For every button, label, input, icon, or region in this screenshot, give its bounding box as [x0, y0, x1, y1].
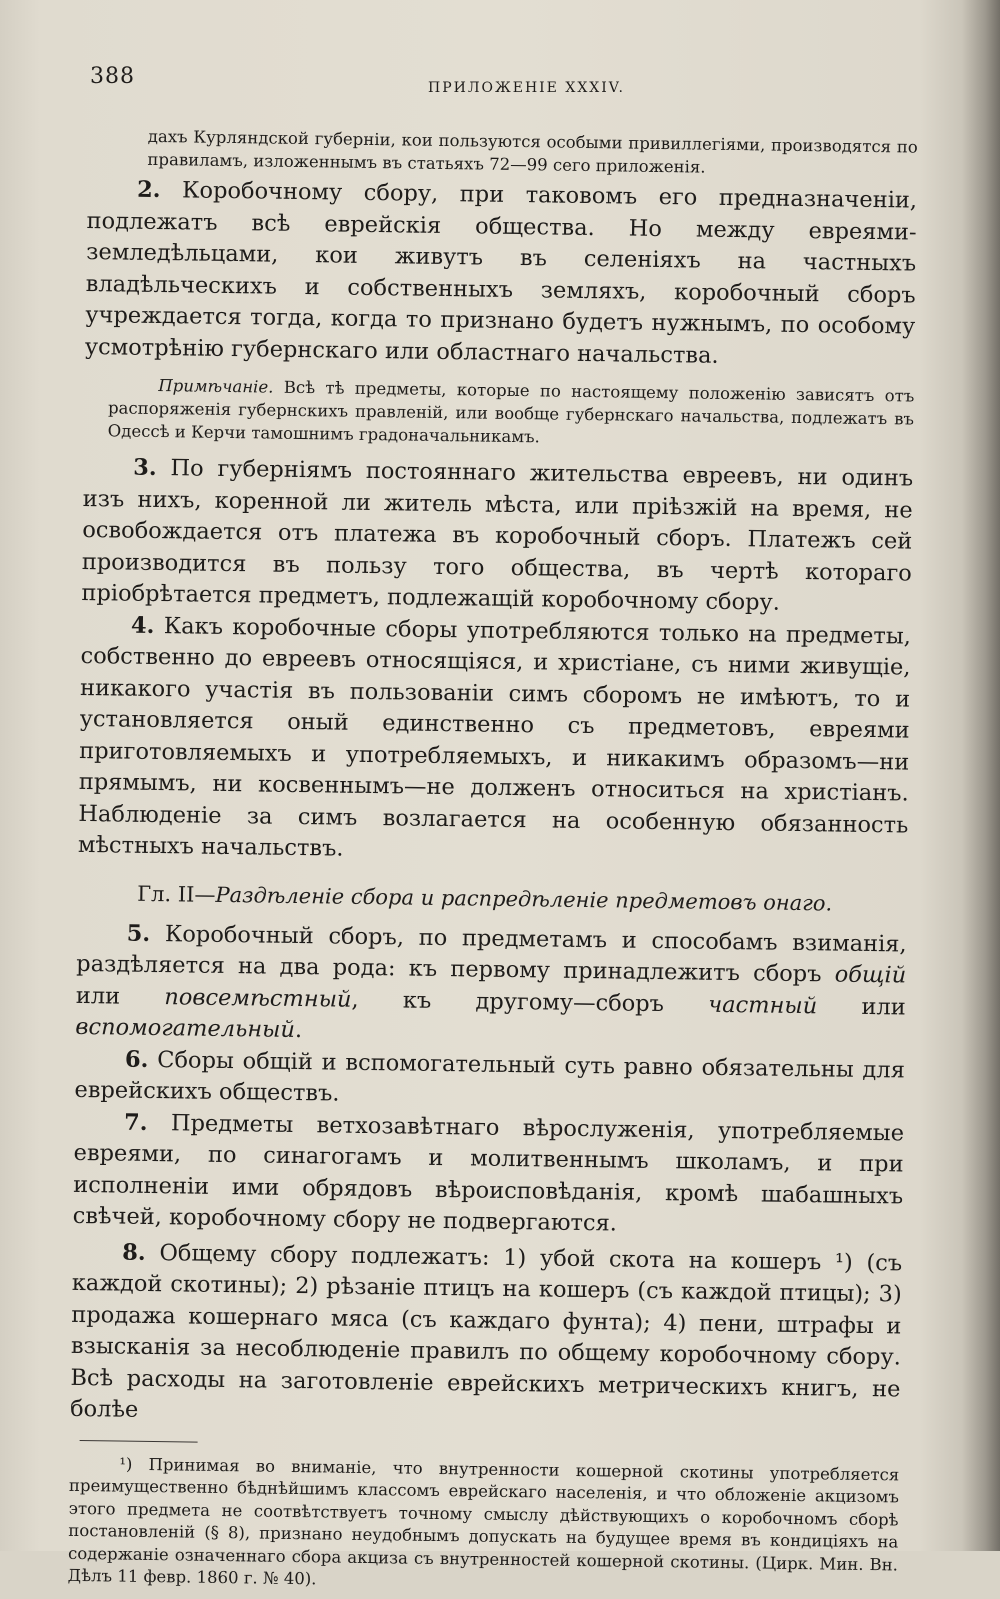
note-text: Всѣ тѣ предметы, которые по настоящему положенію зависятъ отъ распоряженія губернскихъ правленій, или вообще губернскаго начальства, подлежатъ въ Одессѣ и Керчи тамошнимъ градоначальникамъ.: [107, 377, 915, 447]
section-number: 3.: [133, 454, 157, 481]
section-text: Сборы общій и вспомогательный суть равно обязательны для еврейскихъ обществъ.: [74, 1046, 906, 1107]
body-text: [68, 124, 918, 1599]
note-label: Примѣчаніе.: [158, 376, 274, 397]
term-general: общій: [834, 961, 907, 989]
section-text: Общему сбору подлежатъ: 1) убой скота на кошеръ ¹) (съ каждой скотины); 2) рѣзаніе птицъ на кошеръ (съ каждой птицы); 3) продажа кошернаго мяса (съ каждаго фунта); 4) пени, штрафы и взысканія за несоблюденіе правилъ по общему коробочному сбору. Всѣ расходы на заготовленіе еврейскихъ метрическихъ книгъ, не болѣе: [69, 1239, 903, 1423]
section-text: Предметы ветхозавѣтнаго вѣрослуженія, употребляемые евреями, по синагогамъ и молитвеннымъ школамъ, и при исполненіи ими обрядовъ вѣроисповѣданія, кромѣ шабашныхъ свѣчей, коробочному сбору не подвергаются.: [72, 1109, 905, 1237]
section-3: [81, 452, 913, 621]
section-8: [70, 1236, 903, 1437]
binding-shadow: [962, 0, 1000, 1551]
term-auxiliary: вспомогательный: [75, 1013, 296, 1043]
section-6: [74, 1043, 905, 1118]
section-2: [85, 174, 918, 375]
note: [84, 373, 915, 454]
section-number: 6.: [124, 1046, 149, 1073]
section-text: Коробочному сбору, при таковомъ его предназначеніи, подлежатъ всѣ еврейскія общества. Но между евреями-земледѣльцами, кои живутъ въ селеніяхъ на частныхъ владѣльческихъ и собственныхъ земляхъ, коробочный сборъ учреждается тогда, когда то признано будетъ нужнымъ, по особому усмотрѣнію губернскаго или областнаго начальства.: [84, 177, 918, 369]
section-4: [78, 609, 911, 873]
section-number: 5.: [126, 920, 151, 947]
footnote-rule: [80, 1440, 198, 1443]
footnote: [68, 1452, 900, 1599]
term-universal: повсемѣстный: [164, 983, 352, 1013]
section-text-c: , къ другому—сборъ: [351, 986, 709, 1018]
section-text: Какъ коробочные сборы употребляются только на предметы, собственно до евреевъ относящіяся, и христіане, съ ними живущіе, никакого участія въ пользованіи симъ сборомъ не имѣютъ, то и установляется оный единственно съ предметовъ, евреями приготовляемыхъ и употребляемыхъ, и никакимъ образомъ—ни прямымъ, ни косвеннымъ—не долженъ относиться на христіанъ. Наблюденіе за симъ возлагается на особенную обязанность мѣстныхъ начальствъ.: [77, 612, 912, 862]
section-number: 8.: [122, 1239, 146, 1266]
section-text-d: или: [817, 992, 906, 1021]
section-number: 7.: [123, 1109, 148, 1136]
section-text-b: или: [75, 982, 165, 1010]
page-number: 388: [90, 64, 135, 89]
running-head: ПРИЛОЖЕНІЕ XXXIV.: [428, 80, 625, 96]
section-text: По губерніямъ постояннаго жительства евреевъ, ни одинъ изъ нихъ, коренной ли житель мѣста, или пріѣзжій на время, не освобождается отъ платежа въ коробочный сборъ. Платежъ сей производится въ пользу того общества, въ чертѣ котораго пріобрѣтается предметъ, подлежащій коробочному сбору.: [81, 455, 914, 616]
intro-fragment-text: дахъ Курляндской губерніи, кои пользуются особыми привиллегіями, производятся по правиламъ, изложеннымъ въ статьяхъ 72—99 сего приложенія.: [147, 126, 918, 177]
section-5: [75, 917, 907, 1055]
chapter-title: Раздѣленіе сбора и распредѣленіе предметовъ онаго.: [215, 882, 833, 915]
footnote-text: ¹) Принимая во вниманіе, что внутренности кошерной скотины употребляется преимущественно бѣднѣйшимъ классомъ еврейскаго населенія, и что обложеніе акцизомъ этого предмета не соотвѣтствуетъ точному смыслу дѣйствующихъ о коробочномъ сборѣ постановленій (§ 8), признано неудобнымъ допускать на будущее время въ кондиціяхъ на содержаніе означеннаго сбора акциза съ внутренностей кошерной скотины. (Цирк. Мин. Вн. Дѣлъ 11 февр. 1860 г. № 40).: [67, 1454, 900, 1589]
term-private: частный: [708, 991, 818, 1019]
section-number: 4.: [130, 612, 155, 639]
section-text-a: Коробочный сборъ, по предметамъ и способамъ взиманія, раздѣляется на два рода: къ первому принадлежитъ сборъ: [76, 920, 907, 988]
section-number: 2.: [136, 176, 161, 204]
chapter-prefix: Гл. II—: [137, 881, 216, 907]
section-7: [73, 1106, 905, 1244]
section-text-e: .: [294, 1016, 303, 1044]
